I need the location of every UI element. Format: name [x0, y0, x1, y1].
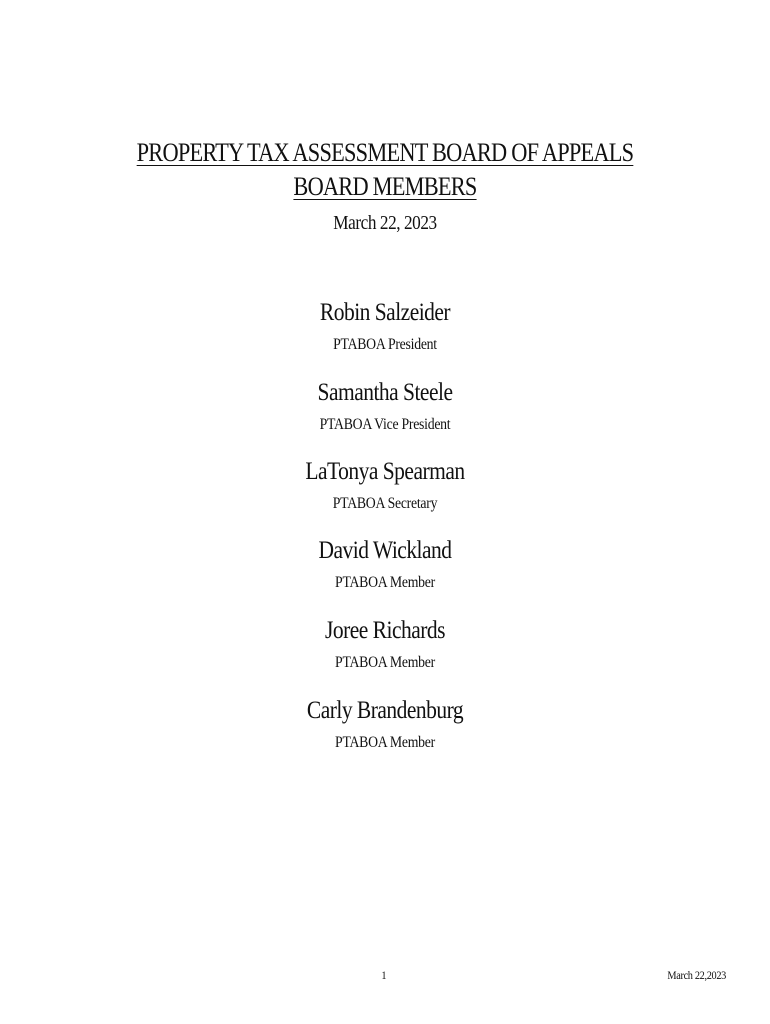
member-name: Robin Salzeider: [319, 299, 451, 326]
member-name: Samantha Steele: [317, 379, 453, 406]
member-entry: [0, 457, 770, 515]
member-role: PTABOA Member: [335, 654, 435, 671]
document-title: PROPERTY TAX ASSESSMENT BOARD OF APPEALS: [136, 138, 634, 167]
footer-date: March 22,2023: [667, 968, 726, 982]
document-subtitle: BOARD MEMBERS: [293, 172, 477, 201]
member-name: LaTonya Spearman: [305, 458, 465, 485]
member-name: Joree Richards: [325, 617, 445, 644]
member-entry: [0, 378, 770, 436]
member-entry: [0, 696, 770, 754]
member-name: David Wickland: [318, 537, 452, 564]
member-role: PTABOA Vice President: [319, 416, 451, 433]
member-entry: [0, 536, 770, 594]
member-entry: [0, 298, 770, 356]
member-role: PTABOA President: [333, 336, 437, 353]
footer-page-number: 1: [381, 968, 387, 982]
member-entry: [0, 616, 770, 674]
title-block: [0, 136, 770, 235]
member-name: Carly Brandenburg: [306, 697, 464, 724]
document-date: March 22, 2023: [333, 212, 437, 234]
member-role: PTABOA Secretary: [332, 495, 438, 512]
member-role: PTABOA Member: [335, 574, 435, 591]
member-role: PTABOA Member: [335, 734, 435, 751]
